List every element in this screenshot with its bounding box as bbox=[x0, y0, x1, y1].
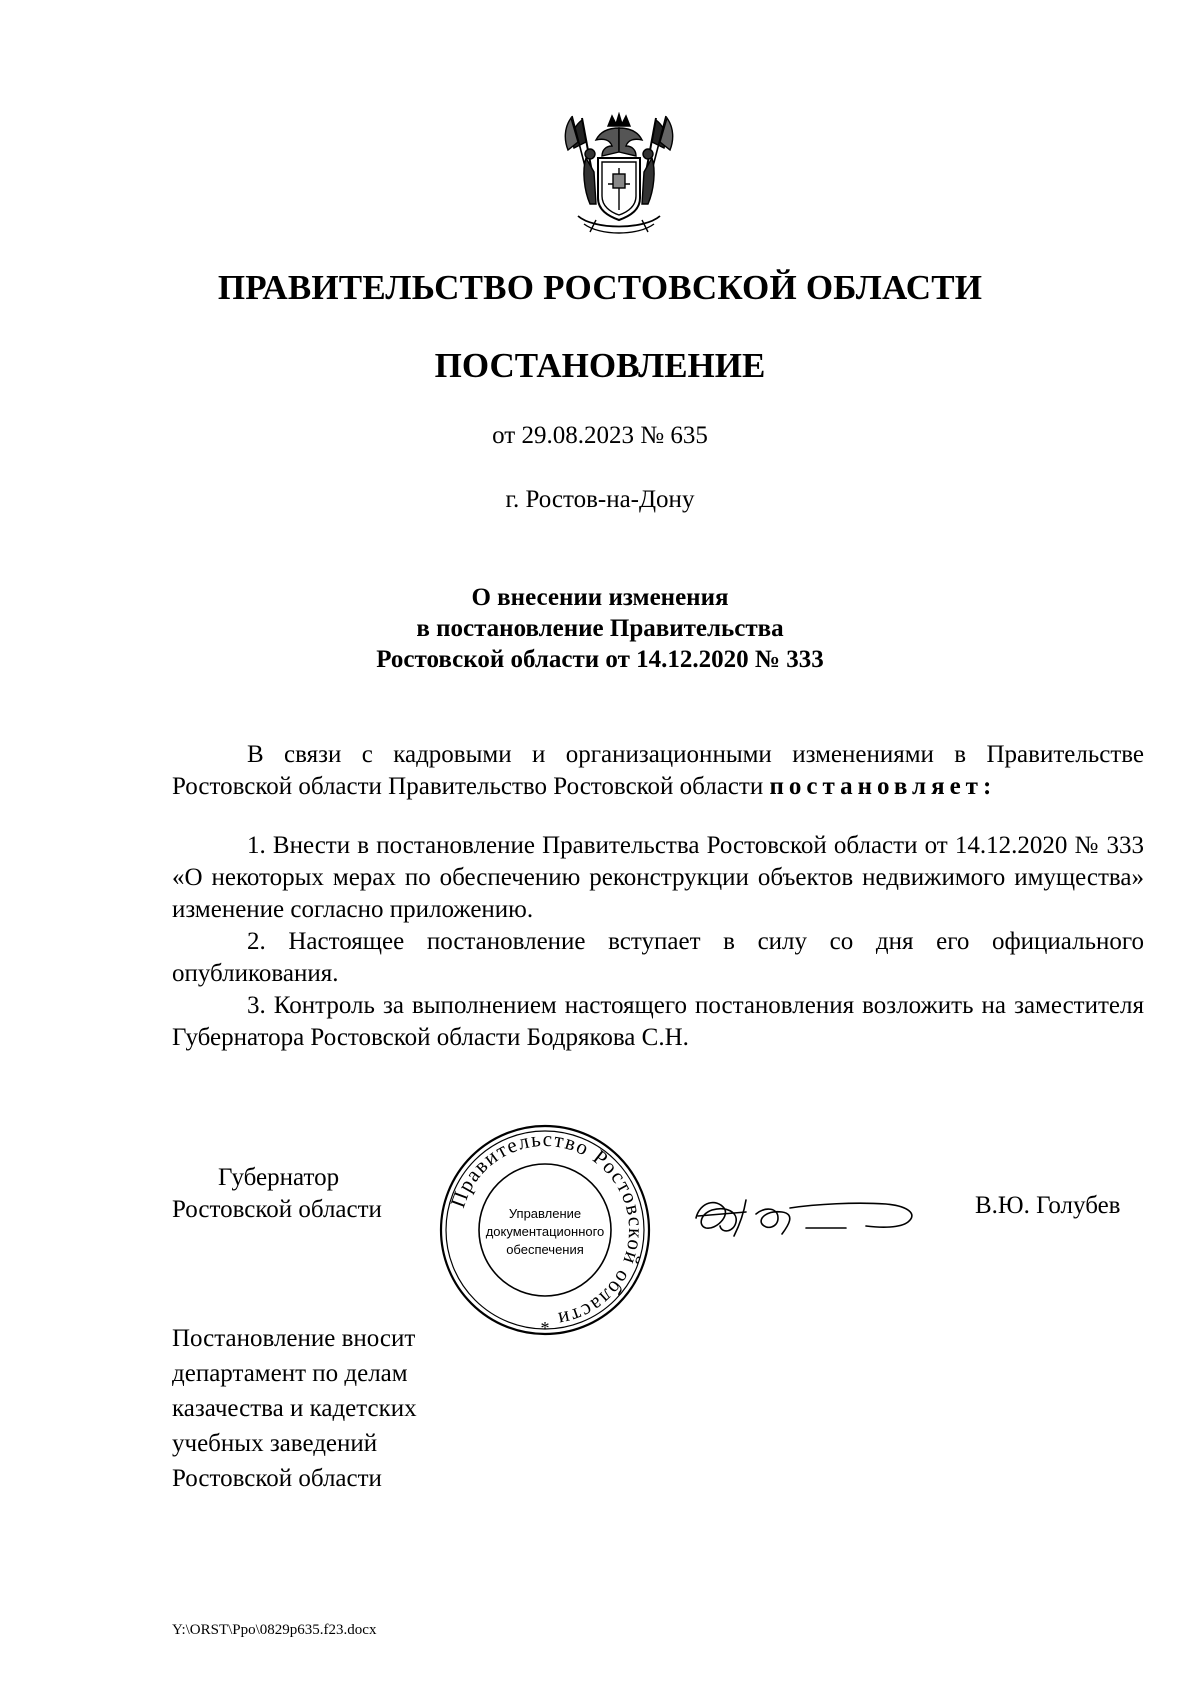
document-subject bbox=[0, 582, 1200, 675]
note-line: Ростовской области bbox=[172, 1465, 382, 1492]
preamble-paragraph bbox=[172, 739, 1144, 803]
city: г. Ростов-на-Дону bbox=[505, 486, 695, 513]
note-line: учебных заведений bbox=[172, 1430, 378, 1457]
submitted-by-note bbox=[172, 1321, 417, 1496]
note-line: департамент по делам bbox=[172, 1360, 408, 1387]
note-line: казачества и кадетских bbox=[172, 1395, 417, 1422]
signature-icon bbox=[686, 1178, 936, 1258]
item-2-paragraph: 2. Настоящее постановление вступает в силу со дня его официального опубликования. bbox=[172, 928, 1144, 987]
stamp-center-line: обеспечения bbox=[506, 1242, 584, 1257]
official-stamp bbox=[437, 1122, 653, 1338]
document-body bbox=[172, 739, 1144, 1054]
coat-of-arms-icon bbox=[560, 112, 678, 240]
note-line: Постановление вносит bbox=[172, 1325, 416, 1352]
signatory-name: В.Ю. Голубев bbox=[975, 1192, 1121, 1219]
document-type-title: ПОСТАНОВЛЕНИЕ bbox=[434, 346, 766, 385]
stamp-center-line: документационного bbox=[485, 1224, 605, 1239]
stamp-ring-text: Правительство Ростовской области bbox=[445, 1126, 649, 1333]
stamp-seal-icon bbox=[437, 1122, 653, 1338]
subject-line: в постановление Правительства bbox=[416, 615, 784, 642]
item-3-paragraph: 3. Контроль за выполнением настоящего постановления возложить на заместителя Губернатора Ростовской области Бодрякова С.Н. bbox=[172, 992, 1144, 1051]
subject-line: О внесении изменения bbox=[471, 584, 729, 611]
organization-title: ПРАВИТЕЛЬСТВО РОСТОВСКОЙ ОБЛАСТИ bbox=[217, 268, 983, 307]
handwritten-signature bbox=[686, 1178, 936, 1258]
item-1-paragraph: 1. Внести в постановление Правительства Ростовской области от 14.12.2020 № 333 «О некоторых мерах по обеспечению реконструкции объектов недвижимого имущества» изменение согласно приложению. bbox=[172, 832, 1144, 923]
subject-line: Ростовской области от 14.12.2020 № 333 bbox=[376, 646, 824, 673]
position-line: Ростовской области bbox=[172, 1196, 382, 1223]
svg-text:*: * bbox=[540, 1318, 550, 1338]
preamble-text: В связи с кадровыми и организационными изменениями в Правительстве Ростовской области Правительство Ростовской области bbox=[172, 741, 1144, 800]
coat-of-arms-emblem bbox=[560, 112, 678, 240]
preamble-action: постановляет: bbox=[769, 773, 997, 800]
stamp-center-line: Управление bbox=[508, 1206, 582, 1221]
file-path-footer: Y:\ORST\Ppo\0829p635.f23.docx bbox=[172, 1622, 377, 1638]
signatory-position bbox=[172, 1162, 382, 1226]
date-and-number: от 29.08.2023 № 635 bbox=[492, 422, 708, 449]
position-line: Губернатор bbox=[218, 1164, 340, 1191]
